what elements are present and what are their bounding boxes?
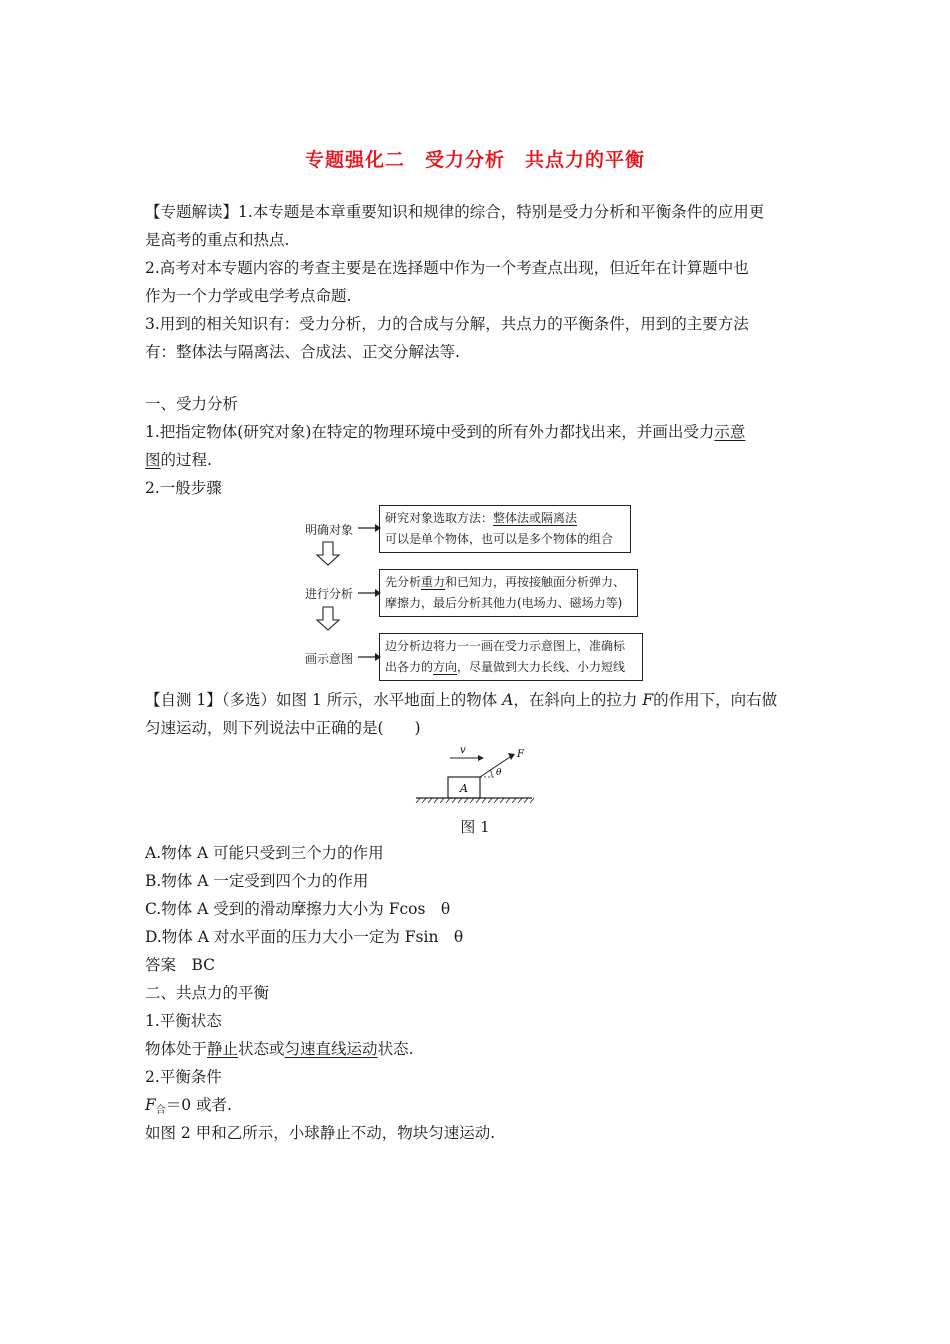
underline-term: 示意 [714,423,746,441]
section1-item2: 2.一般步骤 [145,479,222,497]
cond-subscript: 合 [155,1105,166,1116]
equilibrium-state [145,1039,414,1059]
q-text: ，在斜向上的拉力 [513,691,643,709]
block-label: A [460,782,468,795]
force-label: F [517,749,524,760]
underline-term: 匀速直线运动 [284,1040,378,1058]
q-text: （多选）如图 1 所示，水平地面上的物体 [221,691,503,709]
flow-box-2 [379,569,638,617]
intro-line-1 [145,202,764,222]
q-var: A [502,691,514,709]
intro-line-6: 有：整体法与隔离法、合成法、正交分解法等. [145,343,460,361]
section1-item1-cont [145,450,212,470]
intro-line-2: 是高考的重点和热点. [145,231,290,249]
box-text: 摩擦力，最后分析其他力(电场力、磁场力等) [385,596,623,610]
answer: 答案 BC [145,956,216,974]
box-underline: 重力 [421,575,446,589]
velocity-label: v [460,745,466,756]
flow-step-1: 明确对象 [305,523,354,537]
underline-term: 图 [145,451,161,469]
equilibrium-condition [145,1095,232,1121]
intro-line-4: 作为一个力学或电学考点命题. [145,287,352,305]
box-underline: 整体法或隔离法 [493,511,578,525]
figure-1-caption: 图 1 [460,818,490,836]
selftest-label: 【自测 1】 [145,691,222,709]
theta-label: θ [496,768,502,778]
q-var: F [642,691,654,709]
underline-term: 静止 [207,1040,239,1058]
figure-1 [410,740,540,805]
flow-box-1 [379,505,631,553]
state-text: 物体处于 [145,1040,208,1058]
figure-2-text: 如图 2 甲和乙所示，小球静止不动，物块匀速运动. [145,1124,496,1142]
selftest-question-cont: 匀速运动，则下列说法中正确的是( ) [145,719,421,737]
option-b: B.物体 A 一定受到四个力的作用 [145,872,369,890]
intro-label: 【专题解读】 [145,203,239,221]
option-d: D.物体 A 对水平面的压力大小一定为 Fsin θ [145,928,464,946]
cond-text: ＝0 或者. [165,1096,232,1114]
selftest-question [145,690,777,710]
intro-line-3: 2.高考对本专题内容的考查主要是在选择题中作为一个考查点出现，但近年在计算题中也 [145,259,749,277]
state-text: 状态或 [238,1040,285,1058]
box-text: 研究对象选取方法： [385,511,494,525]
section1-item1 [145,422,745,442]
section1-heading: 一、受力分析 [145,395,239,413]
box-underline: 方向 [433,660,458,674]
box-text: 可以是单个物体，也可以是多个物体的组合 [385,532,614,546]
box-text: 和已知力，再按接触面分析弹力、 [445,575,626,589]
intro-text: 1.本专题是本章重要知识和规律的综合，特别是受力分析和平衡条件的应用更 [238,203,765,221]
cond-var: F [145,1096,156,1114]
flow-arrows [300,505,390,685]
option-c: C.物体 A 受到的滑动摩擦力大小为 Fcos θ [145,900,451,918]
flow-step-3: 画示意图 [305,652,354,666]
flow-step-2: 进行分析 [305,587,354,601]
box-text: 先分析 [385,575,422,589]
option-a: A.物体 A 可能只受到三个力的作用 [145,844,384,862]
page-title: 专题强化二 受力分析 共点力的平衡 [304,149,645,171]
item1-text: 1.把指定物体(研究对象)在特定的物理环境中受到的所有外力都找出来，并画出受力 [145,423,715,441]
section2-item2: 2.平衡条件 [145,1068,222,1086]
intro-line-5: 3.用到的相关知识有：受力分析，力的合成与分解，共点力的平衡条件，用到的主要方法 [145,315,749,333]
ground-hatch [416,798,534,803]
flow-box-3 [379,633,643,681]
section2-item1: 1.平衡状态 [145,1012,222,1030]
q-text: 的作用下，向右做 [653,691,778,709]
box-text: 边分析边将力一一画在受力示意图上，准确标 [385,639,626,653]
box-text: ，尽量做到大力长线、小力短线 [457,660,626,674]
box-text: 出各力的 [385,660,434,674]
state-text: 状态. [377,1040,414,1058]
section2-heading: 二、共点力的平衡 [145,984,270,1002]
item1-rest: 的过程. [160,451,212,469]
